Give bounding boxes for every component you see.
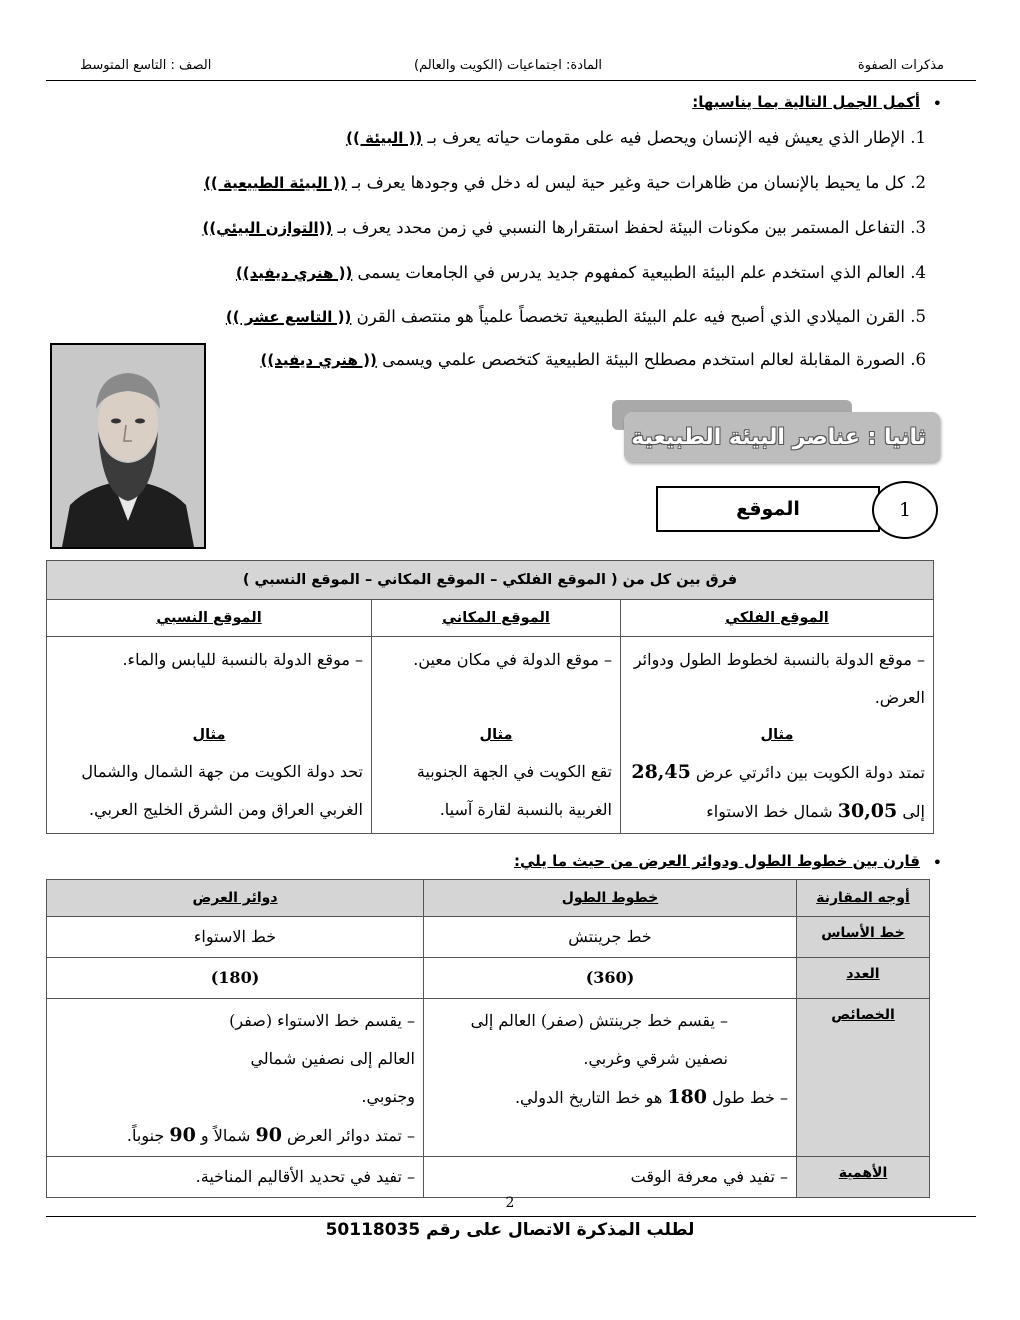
row-label-features: الخصائص [797, 999, 930, 1157]
latitude-count: (180) [47, 958, 424, 999]
astronomical-example: تمتد دولة الكويت بين دائرتي عرض 28,45 إلى 30,05 شمال خط الاستواء [631, 761, 925, 822]
question-answer: ((التوازن البيئي)) [202, 219, 333, 237]
table1-cell-astronomical [621, 637, 934, 834]
spatial-example: تقع الكويت في الجهة الجنوبية الغربية بالنسبة لقارة آسيا. [416, 762, 612, 819]
question-number: 3. [910, 218, 926, 237]
longitude-base-line: خط جرينتش [424, 917, 797, 958]
question-text: القرن الميلادي الذي أصبح فيه علم البيئة الطبيعية تخصصاً علمياً هو منتصف القرن [351, 307, 905, 326]
section1-heading: أكمل الجمل التالية بما يناسبها: [692, 93, 920, 111]
latitude-feature-1: – يقسم خط الاستواء (صفر) العالم إلى نصفين شمالي وجنوبي. [229, 1011, 415, 1106]
latitude-feature-2: – تمتد دوائر العرض 90 شمالاً و 90 جنوباً. [126, 1124, 415, 1146]
question-text: الصورة المقابلة لعالم استخدم مصطلح البيئة الطبيعية كتخصص علمي ويسمى [376, 350, 905, 369]
question-number: 5. [910, 307, 926, 326]
header-right: مذكرات الصفوة [857, 58, 944, 73]
question-2 [204, 173, 926, 192]
question-text: الإطار الذي يعيش فيه الإنسان ويحصل فيه على مقومات حياته يعرف بـ [422, 128, 905, 147]
question-answer: (( البيئة )) [346, 129, 423, 147]
question-text: كل ما يحيط بالإنسان من ظاهرات حية وغير حية ليس له دخل في وجودها يعرف بـ [346, 173, 905, 192]
longitude-importance: – تفيد في معرفة الوقت [424, 1157, 797, 1198]
table2-header-aspect: أوجه المقارنة [797, 880, 930, 917]
question-number: 6. [910, 350, 926, 369]
table1-header-astronomical: الموقع الفلكي [621, 600, 934, 637]
page-number: 2 [505, 1195, 515, 1211]
relative-example: تحد دولة الكويت من جهة الشمال والشمال الغربي العراق ومن الشرق الخليج العربي. [81, 762, 363, 819]
question-4 [236, 263, 926, 282]
longitude-feature-1: – يقسم خط جرينتش (صفر) العالم إلى نصفين شرقي وغربي. [470, 1011, 728, 1068]
footer-divider [46, 1216, 976, 1217]
question-text: العالم الذي استخدم علم البيئة الطبيعية كمفهوم جديد يدرس في الجامعات يسمى [352, 263, 905, 282]
question-number: 1. [910, 128, 926, 147]
question-3 [202, 218, 926, 237]
section-banner-text: ثانيا : عناصر البيئة الطبيعية [631, 424, 926, 450]
location-number-circle [872, 481, 938, 539]
question-text: التفاعل المستمر بين مكونات البيئة لحفظ استقرارها النسبي في زمن محدد يعرف بـ [332, 218, 905, 237]
location-number: 1 [898, 499, 912, 521]
table1-header-relative: الموقع النسبي [47, 600, 372, 637]
question-answer: (( هنري ديفيد)) [260, 351, 377, 369]
longitude-latitude-table [46, 879, 930, 1198]
row-label-count: العدد [797, 958, 930, 999]
question-answer: (( التاسع عشر )) [225, 308, 352, 326]
latitude-features [47, 999, 424, 1157]
longitude-features [424, 999, 797, 1157]
table1-cell-spatial [372, 637, 621, 834]
spatial-definition: – موقع الدولة في مكان معين. [413, 650, 612, 669]
question-1 [346, 128, 926, 147]
section-banner [624, 412, 940, 462]
astronomical-definition: – موقع الدولة بالنسبة لخطوط الطول ودوائر العرض. [633, 650, 925, 707]
location-comparison-table [46, 560, 934, 834]
location-title: الموقع [736, 498, 800, 520]
latitude-base-line: خط الاستواء [47, 917, 424, 958]
longitude-feature-2: – خط طول 180 هو خط التاريخ الدولي. [514, 1086, 788, 1108]
section2-heading: قارن بين خطوط الطول ودوائر العرض من حيث ما يلي: [513, 852, 920, 870]
location-title-box [656, 486, 880, 532]
footer-contact: لطلب المذكرة الاتصال على رقم 50118035 [325, 1220, 695, 1240]
row-label-base-line: خط الأساس [797, 917, 930, 958]
header-divider [46, 80, 976, 81]
scientist-portrait [50, 343, 206, 549]
table2-header-longitude: خطوط الطول [424, 880, 797, 917]
question-answer: (( البيئة الطبيعية )) [204, 174, 347, 192]
row-label-importance: الأهمية [797, 1157, 930, 1198]
example-label: مثال [760, 727, 794, 743]
longitude-count: (360) [424, 958, 797, 999]
section2-bullet: • [932, 853, 942, 872]
header-subject: المادة: اجتماعيات (الكويت والعالم) [414, 58, 603, 73]
question-6 [260, 350, 926, 369]
example-label: مثال [192, 727, 226, 743]
question-number: 4. [910, 263, 926, 282]
portrait-illustration [52, 345, 204, 547]
latitude-importance: – تفيد في تحديد الأقاليم المناخية. [47, 1157, 424, 1198]
example-label: مثال [479, 727, 513, 743]
table2-header-latitude: دوائر العرض [47, 880, 424, 917]
question-5 [226, 307, 926, 326]
table1-header-spatial: الموقع المكاني [372, 600, 621, 637]
section1-bullet: • [932, 94, 942, 113]
header-grade: الصف : التاسع المتوسط [80, 58, 212, 73]
table1-cell-relative [47, 637, 372, 834]
relative-definition: – موقع الدولة بالنسبة لليابس والماء. [122, 650, 363, 669]
question-number: 2. [910, 173, 926, 192]
question-answer: (( هنري ديفيد)) [235, 264, 353, 282]
table1-title: فرق بين كل من ( الموقع الفلكي – الموقع المكاني – الموقع النسبي ) [47, 561, 934, 600]
